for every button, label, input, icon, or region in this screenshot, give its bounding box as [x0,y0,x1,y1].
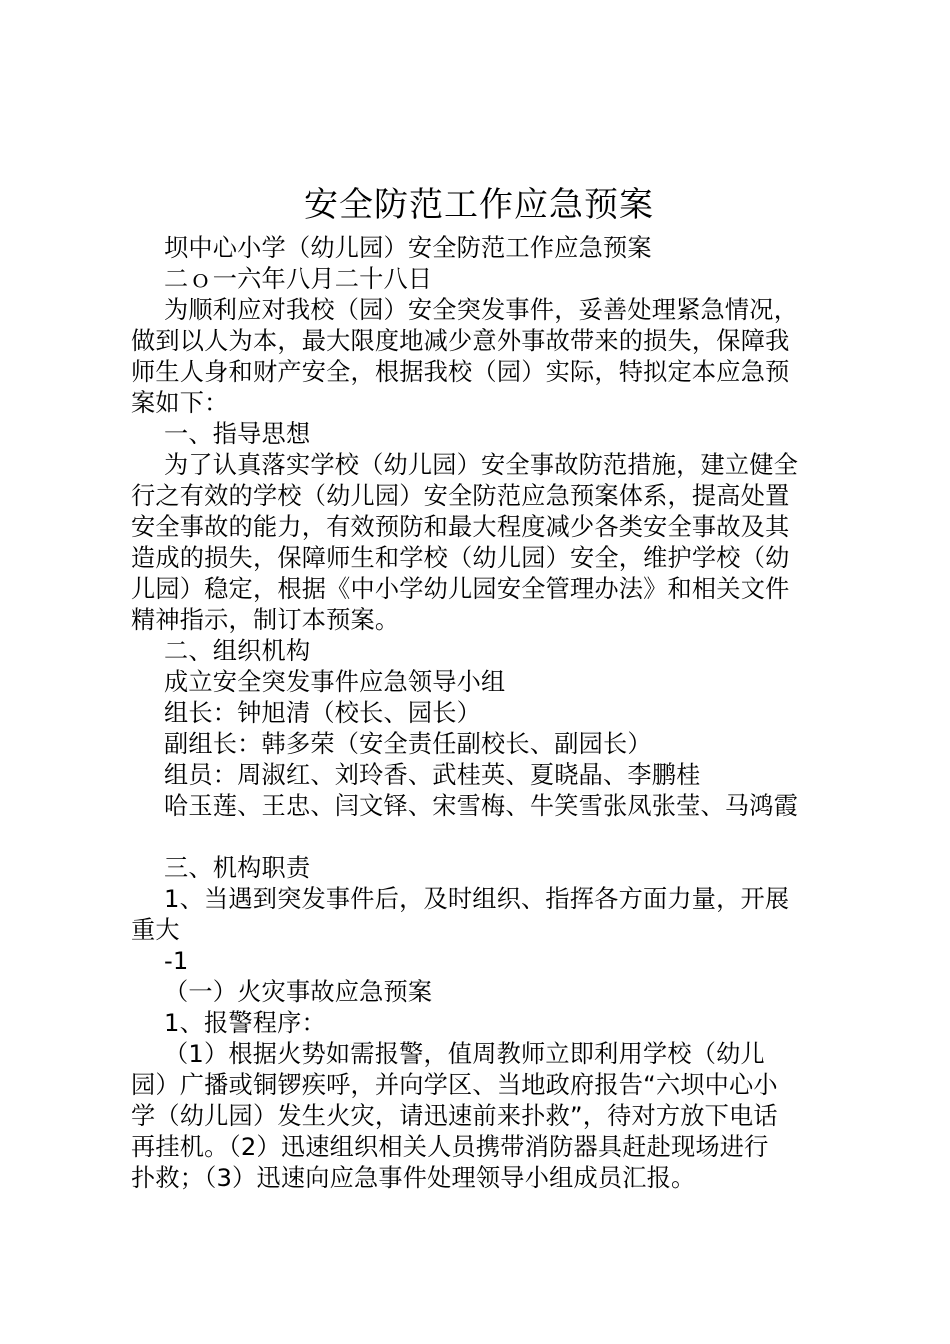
paragraph-line: 坝中心小学（幼儿园）安全防范工作应急预案 [164,234,652,262]
paragraph-line: 学（幼儿园）发生火灾，请迅速前来扑救”，待对方放下电话 [131,1102,778,1130]
paragraph-line: 组员：周淑红、刘玲香、武桂英、夏晓晶、李鹏桂 [164,761,701,789]
paragraph-line: 成立安全突发事件应急领导小组 [164,668,506,696]
paragraph-line: 副组长：韩多荣（安全责任副校长、副园长） [164,730,652,758]
paragraph-line: 重大 [131,916,180,944]
paragraph-line: 再挂机。（2）迅速组织相关人员携带消防器具赶赴现场进行 [131,1133,769,1161]
paragraph-line: 安全事故的能力，有效预防和最大程度减少各类安全事故及其 [131,513,790,541]
paragraph-line: -1 [164,947,189,975]
paragraph-line: 做到以人为本，最大限度地减少意外事故带来的损失，保障我 [131,327,790,355]
paragraph-line: （1）根据火势如需报警，值周教师立即利用学校（幼儿 [164,1040,765,1068]
paragraph-line: 园）广播或铜锣疾呼，并向学区、当地政府报告“六坝中心小 [131,1071,778,1099]
paragraph-line: 一、指导思想 [164,420,311,448]
paragraph-line: 行之有效的学校（幼儿园）安全防范应急预案体系，提高处置 [131,482,790,510]
paragraph-line: 造成的损失，保障师生和学校（幼儿园）安全，维护学校（幼 [131,544,790,572]
paragraph-line: 二ｏ一六年八月二十八日 [164,265,433,293]
paragraph-line: 扑救；（3）迅速向应急事件处理领导小组成员汇报。 [131,1164,696,1192]
paragraph-line: 组长：钟旭清（校长、园长） [164,699,482,727]
document-body [131,233,831,1194]
paragraph-line: 师生人身和财产安全，根据我校（园）实际，特拟定本应急预 [131,358,790,386]
paragraph-line: 为了认真落实学校（幼儿园）安全事故防范措施，建立健全 [164,451,799,479]
paragraph-line: 1、报警程序： [164,1009,326,1037]
paragraph-line: 二、组织机构 [164,637,311,665]
paragraph-line: 哈玉莲、王忠、闫文铎、宋雪梅、牛笑雪张凤张莹、马鸿霞 [164,792,799,820]
paragraph-line: 精神指示，制订本预案。 [131,606,400,634]
paragraph-line: （一）火灾事故应急预案 [164,978,433,1006]
paragraph-line: 案如下： [131,389,229,417]
paragraph-line: 三、机构职责 [164,854,311,882]
paragraph-line: 1、当遇到突发事件后，及时组织、指挥各方面力量，开展 [164,885,790,913]
page-title: 安全防范工作应急预案 [304,185,654,225]
paragraph-line: 儿园）稳定，根据《中小学幼儿园安全管理办法》和相关文件 [131,575,790,603]
blank-line [131,822,831,853]
paragraph-line: 为顺利应对我校（园）安全突发事件，妥善处理紧急情况， [164,296,799,324]
